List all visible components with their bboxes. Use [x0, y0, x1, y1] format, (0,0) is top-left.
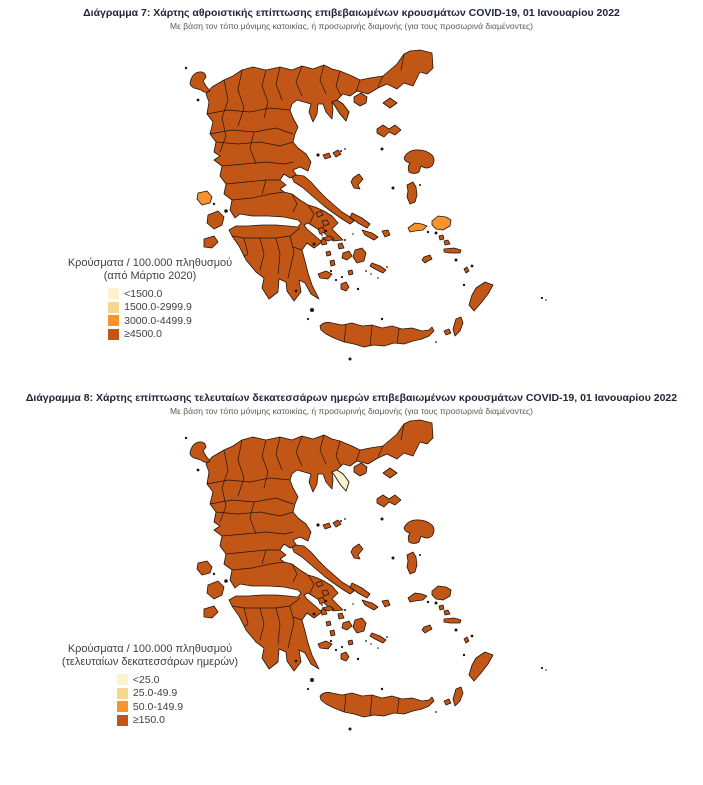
region-tinos [362, 230, 378, 240]
region-amorgos [370, 633, 386, 643]
region-thasos [354, 93, 367, 106]
region-thasos [354, 463, 367, 476]
region-ikaria [408, 223, 427, 232]
region-leros [439, 235, 444, 240]
region-kalymnos [444, 610, 450, 615]
region-samothraki [383, 468, 397, 478]
region-crete [320, 322, 434, 347]
region-milos [318, 271, 332, 279]
region-crete [320, 692, 434, 717]
region-leros [439, 605, 444, 610]
figure7-legend [48, 257, 252, 341]
region-karpathos [453, 317, 463, 336]
region-samos [432, 586, 451, 600]
region-rhodes [469, 652, 493, 681]
region-lefkada [197, 561, 212, 575]
region-lemnos [377, 125, 401, 137]
region-kasos [444, 699, 451, 705]
region-tinos [362, 600, 378, 610]
region-kalymnos [444, 240, 450, 245]
figure8-legend [48, 643, 252, 727]
region-ios [348, 270, 353, 275]
region-tilos [464, 267, 469, 273]
legend-swatch [117, 674, 128, 685]
figure8-title: Διάγραμμα 8: Χάρτης επίπτωσης τελευταίων δεκατεσσάρων ημερών επιβεβαιωμένων κρουσμάτων COVID-19, 01 Ιανουαρίου 2022 [25, 392, 678, 404]
legend-row [108, 328, 192, 342]
region-zakynthos [204, 236, 218, 248]
legend-label: <1500.0 [124, 287, 163, 300]
region-lemnos [377, 495, 401, 507]
region-astypalaia [422, 255, 432, 263]
region-astypalaia [422, 625, 432, 633]
figure7-subtitle: Με βάση τον τόπο μόνιμης κατοικίας, ή προσωρινής διαμονής (για τους προσωρινά διαμένοντες) [170, 21, 533, 31]
legend-row [108, 301, 192, 315]
legend-label: <25.0 [132, 673, 160, 686]
legend-label: ≥150.0 [132, 714, 165, 727]
legend-row [117, 673, 183, 687]
region-corfu [190, 72, 210, 92]
region-skyros [351, 544, 363, 559]
legend-subtitle: (τελευταίων δεκατεσσάρων ημερών) [61, 656, 239, 668]
legend-swatch [108, 329, 119, 340]
region-skopelos [323, 523, 331, 529]
region-kasos [444, 329, 451, 335]
legend-swatch [117, 688, 128, 699]
region-serifos [326, 251, 331, 256]
legend-rows [108, 287, 192, 341]
legend-swatch [108, 315, 119, 326]
region-ikaria [408, 593, 427, 602]
region-alonissos [333, 150, 341, 157]
region-santorini [341, 652, 349, 661]
region-mykonos [382, 230, 390, 237]
region-naxos [353, 248, 366, 263]
region-kefalonia [207, 211, 224, 229]
region-chios [407, 552, 417, 574]
region-ios [348, 640, 353, 645]
legend-row [117, 700, 183, 714]
region-sifnos [330, 260, 335, 266]
legend-label: ≥4500.0 [124, 328, 163, 341]
region-amorgos [370, 263, 386, 273]
region-syros [338, 243, 344, 249]
legend-label: 50.0-149.9 [132, 700, 184, 713]
region-corfu [190, 442, 210, 462]
region-chios [407, 182, 417, 204]
legend-swatch [117, 715, 128, 726]
region-santorini [341, 282, 349, 291]
legend-row [117, 687, 183, 701]
legend-row [108, 287, 192, 301]
figure7-title: Διάγραμμα 7: Χάρτης αθροιστικής επίπτωσης επιβεβαιωμένων κρουσμάτων COVID-19, 01 Ιανουαρίου 2022 [83, 7, 620, 19]
region-serifos [326, 621, 331, 626]
region-karpathos [453, 687, 463, 706]
region-skopelos [323, 153, 331, 159]
region-athos [332, 100, 349, 121]
figure8-subtitle: Με βάση τον τόπο μόνιμης κατοικίας, ή προσωρινής διαμονής (για τους προσωρινά διαμένοντες) [170, 406, 533, 416]
legend-title: Κρούσματα / 100.000 πληθυσμού [67, 643, 233, 655]
region-kos [444, 618, 461, 623]
legend-label: 1500.0-2999.9 [124, 301, 192, 314]
legend-swatch [108, 288, 119, 299]
region-naxos [353, 618, 366, 633]
legend-label: 3000.0-4499.9 [124, 314, 192, 327]
legend-row [108, 314, 192, 328]
region-mykonos [382, 600, 390, 607]
legend-rows [117, 673, 183, 727]
region-lesbos [404, 150, 434, 174]
region-paros [342, 621, 352, 630]
legend-swatch [117, 701, 128, 712]
region-zakynthos [204, 606, 218, 618]
legend-swatch [108, 302, 119, 313]
region-paros [342, 251, 352, 260]
region-samos [432, 216, 451, 230]
region-rhodes [469, 282, 493, 311]
region-athos [332, 470, 349, 491]
region-milos [318, 641, 332, 649]
legend-label: 25.0-49.9 [132, 687, 178, 700]
region-mainland [206, 420, 433, 671]
region-samothraki [383, 98, 397, 108]
region-lesbos [404, 520, 434, 544]
legend-row [117, 714, 183, 728]
region-alonissos [333, 520, 341, 527]
region-kos [444, 248, 461, 253]
region-skyros [351, 174, 363, 189]
legend-title: Κρούσματα / 100.000 πληθυσμού [67, 257, 233, 269]
region-tilos [464, 637, 469, 643]
legend-subtitle: (από Μάρτιο 2020) [103, 270, 197, 282]
region-syros [338, 613, 344, 619]
region-sifnos [330, 630, 335, 636]
region-kefalonia [207, 581, 224, 599]
region-lefkada [197, 191, 212, 205]
